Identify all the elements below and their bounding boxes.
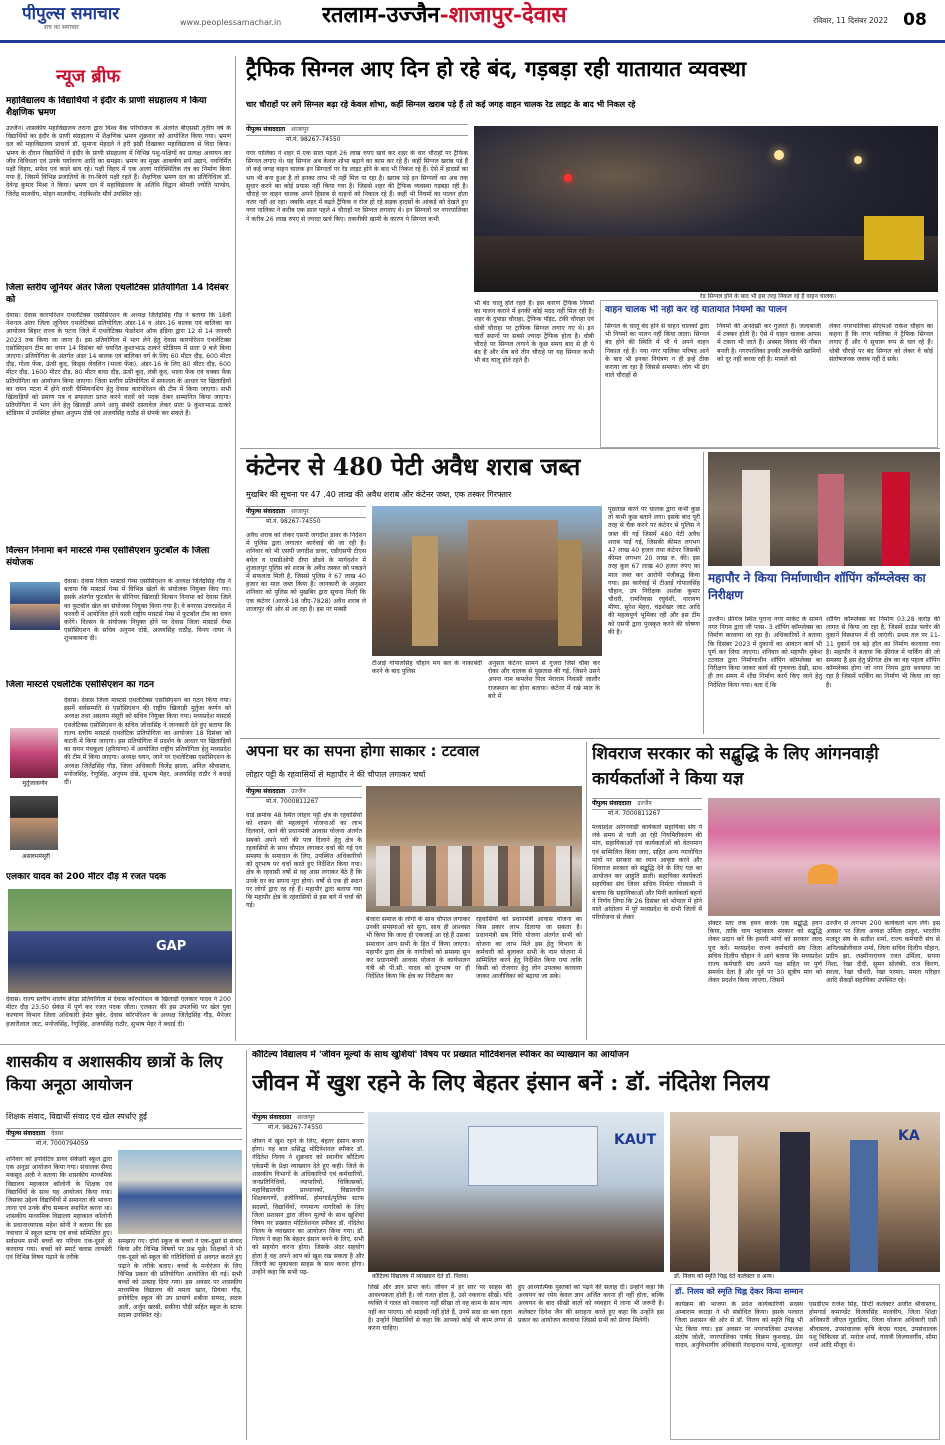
person-figure (742, 470, 770, 566)
school-body: शनिवार को इनोवेटिव डायर सेकेंडरी स्कूल द्वारा एक अनूठा आयोजन किया गया। संचालक सैयद मकसूद अली ने बताया कि शासकीय माध्यमिक विद्यालय महाकाल कॉलोनी के शिक्षक एवं विद्यार्थियों के साथ यह आयोजन किया गया। जिसका उद्देश्य विद्यार्थियों में समानता की भावना लाना एवं उनके बीच सम्बन्ध स्थापित करना था। शासकीय माध्यमिक विद्यालय महाकाल कॉलोनी के प्रधानाध्यापक महेश सोनी ने बताया कि इस नवाचार में स्कूल स्टाफ एवं बच्चे सम्मिलित हुए। सर्वप्रथम सभी बच्चों का परिचय एक-दूसरे से करवाया गया। बच्चों को स्मार्ट क्लास लायब्रेरी एवं विभिन्न विषय पढ़ाने के तरीके (6, 1156, 112, 1262)
brief-body: देवास। देवास जिला मास्टर्स एथलेटिक्स एसोसिएशन का गठन किया गया। इसमें सर्वसम्मति से एसोसिएशन की राष्ट्रीय खिलाड़ी मुर्तुजा कर्णन को अध्यक्ष तथा असलम मंसूरी को सचिव नियुक्त किया गया। मध्यप्रदेश मास्टर्स एथलेटिक्स एसोसिएशन के सचिव जोधासिंह ने जानकारी देते हुए बताया कि राज्य स्तरीय मास्टर्स एथलेटिक प्रतियोगिता का आयोजन 18 दिसंबर को कटनी में किया जाएगा। इस प्रतियोगिता में प्रदर्शन के आधार पर खिलाड़ियों का चयन पंचकूला (हरियाणा) में आयोजित राष्ट्रीय प्रतियोगिता हेतु मध्यप्रदेश की टीम में किया जाएगा। अध्यक्ष चयन, जाने पर एथलेटिक्स एसोसिएशन के अध्यक्ष जितेंद्रसिंह गौड़, जिला अधिकारी विजेंद्र झाला, अनिल श्रीवास्तव, मनोजसिंह, रेणुसिंह, अनुपम दोष्ठे, सुभाष मेहर, अजयसिंह राठौर ने बधाई दी। (64, 697, 231, 786)
elkar-yadav-photo (8, 889, 232, 993)
column-divider (246, 1050, 247, 1440)
housing-subheadline: लोहार पट्टी के रहवासियों से महापौर ने की चौपाल लगाकर चर्चा (246, 770, 426, 779)
housing-headline: अपना घर का सपना होगा साकार : टटवाल (246, 742, 480, 760)
traffic-headline: ट्रैफिक सिग्नल आए दिन हो रहे बंद, गड़बड़ा रही यातायात व्यवस्था (246, 56, 747, 81)
byline-source: पीपुल्स संवाददाता (246, 788, 286, 795)
byline-source: पीपुल्स संवाददाता (252, 1114, 292, 1121)
masthead (0, 0, 945, 46)
liquor-body-col3: पूछताछ करने पर चालक द्वारा कभी कुछ तो कभी कुछ बताने लगा। इसके बाद पूरी तरह से चैक करने पर कंटेनर से पुलिस ने जब्त की गई जिसमें 480 पेटी अवैध शराब पाई गई, जिसकी कीमत लगभग 47 लाख 40 हजार तथा कंटेनर जिसकी कीमत लगभग 20 लाख रु. की। इस तरह कुल 67 लाख 40 हजार रुपए का माल जब्त कर आरोपी पंजीबद्ध किया गया। इस कार्रवाई में टीआई गोपालसिंह चौहान, उप निरीक्षक अशोक कुमार चौधरी, रामनिवास रघुवंशी, नारायण मीणा, सुरेश मेहरा, चंद्रशेखर जाट आदि की महत्वपूर्ण भूमिका रही और इस टीम को एसपी द्वारा पुरस्कृत करने की घोषणा की है। (608, 506, 700, 636)
gap-shirt-text: GAP (156, 939, 187, 954)
traffic-subheadline: चार चौराहों पर लगे सिग्नल बढ़ा रहे केवल शोभा, कहीं सिग्नल खराब पड़े हैं तो कई जगह वाहन चालक रेड लाइट के बाद भी निकल रहे (246, 100, 636, 109)
mall-body-col2: शॉपिंग कॉम्प्लेक्स का निर्माण 03.28 करोड़ की लागत से किया जा रहा है, जिसमें ग्राउंड फ्लोर की दुकानें विस्थापन में दी जाएंगी। प्रथम तल पर 11-11 दुकानें एवं बड़े हॉल का निर्माण करवाया गया है। महापौर ने बताया कि फ्रीगंज में पार्किंग की जो समस्या है इस हेतु फ्रीगंज क्षेत्र का वह पहला शॉपिंग कॉम्प्लेक्स होगा जो नगर निगम द्वारा बनवाया जा रहा है जिसमें पार्किंग का निर्माण भी किया जा रहा है। (826, 616, 940, 689)
byline-city: शाजापुर (297, 1114, 315, 1121)
person-figure (710, 1136, 738, 1272)
brief-headline: महाविद्यालय के विद्यार्थियों ने इंदौर के प्राणी संग्रहालय में किया शैक्षणिक भ्रमण (6, 96, 207, 118)
traffic-byline (246, 124, 468, 148)
housing-byline (246, 786, 362, 810)
paper-logo[interactable]: पीपुल्स समाचार (22, 4, 120, 24)
section-divider (240, 738, 940, 739)
school-byline (6, 1128, 242, 1152)
lecture-speaker-photo (368, 1112, 664, 1272)
lecture-headline: जीवन में खुश रहने के लिए बेहतर इंसान बनें : डॉ. नंदितेश निलय (252, 1070, 770, 1096)
lecture-photo2-caption: डॉ. निलय को स्मृति चिह्न देते कलेक्टर व अन्य। (674, 1273, 774, 1280)
byline-city: उज्जैन (291, 788, 306, 795)
traffic-sub-col2: नियमों की अनदेखी कर गुजरते हैं। जल्दबाजी में टक्कर होती है। ऐसे में वाहन चालक आपस में टकरा भी जाते हैं। अक्सर विवाद की नौबत बनती है। नगरपालिका इनकी तकनीकी खामियों को दूर नहीं करवा रही है। मामले को (717, 323, 821, 363)
school-subheadline: शिक्षक संवाद, विद्यार्थी संवाद एवं खेल स्पर्धाएं हुईं (6, 1112, 147, 1121)
byline-city: शाजापुर (291, 508, 309, 515)
brief-headline: जिला मास्टर्स एथलेटिक एसोसिएशन का गठन (6, 680, 154, 690)
signal-light (564, 174, 572, 182)
person-figure (850, 1140, 878, 1272)
brief-headline: जिला स्तरीय जूनियर अंतर जिला एथलेटिक्स प्रतियोगिता 14 दिसंबर को (6, 283, 229, 305)
edition-title-red: -शाजापुर-देवास (439, 2, 567, 28)
aslam-photo (10, 796, 58, 850)
byline-city: शाजापुर (291, 126, 309, 133)
traffic-sub-headline: वाहन चालक भी नहीं कर रहे यातायात नियमों का पालन (605, 305, 787, 315)
school-body-col2: समझाए गए। दोनों स्कूल के बच्चों ने एक-दूसरे से संवाद किया और विभिन्न विषयों पर प्रश्न पूछे। शिक्षकों ने भी एक-दूसरे को स्कूल की गतिविधियों से अवगत कराते हुए पढ़ाने के तरीके बताए। बच्चों के मनोरंजन के लिए विभिन्न प्रकार की प्रतियोगिता आयोजित की गई। सभी बच्चों को उत्साह दिया गया। इस अवसर पर शासकीय माध्यमिक विद्यालय की ममता खान, प्रियंका गौड़, इनोवेटिव स्कूल की उप प्राचार्य शबीना सय्यद, सदफ अली, अर्जुन खरबी, सकीना पौड़ी सहित स्कूल के स्टाफ सदस्य उपस्थित रहे। (118, 1238, 242, 1319)
kautilya-banner-text: KA (898, 1128, 920, 1144)
liquor-photo-caption: टीआई गोपालसिंह चौहान मय बल के नाकाबंदी करने के बाद पुलिस (372, 660, 482, 676)
lecture-byline (252, 1112, 364, 1136)
police-officer (558, 540, 582, 646)
paper-tagline: सच का समाचार (44, 24, 79, 31)
mall-body-col1: उज्जैन। फ्रीगंज स्थित पुराना नगर मार्केट के सामने नगर निगम द्वारा जी प्लस- 3 शॉपिंग कॉम्प्लेक्स का निर्माण करवाया जा रहा है। अधिकारियों ने बताया कि दिसंबर 2023 में दुकानों का आवंटन कार्य भी पूर्ण कर लिया जाएगा। शनिवार को महापौर मुकेश टटवाल द्वारा निर्माणाधीन शॉपिंग कॉम्प्लेक्स का निरीक्षण किया जाकर कार्य की गुणवत्ता देखी, साथ ही तय समय में शीघ्र निर्माण कार्य किए जाने हेतु निर्देशित किया गया। बता दें कि (708, 616, 822, 689)
anganwadi-body-col3: उज्जैन से लगभग 200 कार्यकर्ता भाग लेंगे। इस अवसर पर जिला अध्यक्ष उर्मिला ठाकुर, भारतीय मजदूर संघ के सतीश शर्मा, राज्य कर्मचारी संघ से अनिलखोलीवाल शर्मा, जिला सचिव दिलीप चौहान, प्रदीप झा, लक्ष्मीनारायण रजत उर्मिला, सपना निशा, रेखा दीदी, सुमन सोलंकी, राज किरण, सरला, रेखा चौधरी, रेखा परमार, ममता परिहार आदि सैकड़ों सहायिका उपस्थित रहे। (826, 920, 940, 985)
street-light (854, 156, 862, 164)
byline-phone: मो.नं. 7000811267 (266, 797, 319, 805)
byline-phone: मो.नं. 7000811267 (608, 809, 661, 817)
anganwadi-byline (592, 798, 702, 822)
anganwadi-body-col2: सेक्टर स्तर तक हवन करके एक सद्बुद्धि हवन किया, ताकि चाय महाकाल सरकार को सद्बुद्धि लेकर प्रदान करें कि हमारी मांगों को सरकार जल्द पूरा करें। मध्यप्रदेश राज्य कर्मचारी संघ जिला सचिव दिलीप चौहान ने आगे बताया कि मध्यप्रदेश राज्य कर्मचारी संघ अपने पक्ष सहित पर पूर्ण समर्थन देता है और पूर्व पर 30 सूत्रीय मांग को लेकर प्रदर्शन किया जाएगा, जिसमें (708, 920, 822, 985)
byline-source: पीपुल्स संवाददाता (6, 1130, 46, 1137)
section-divider (0, 1044, 945, 1045)
website-link[interactable]: www.peoplessamachar.in (180, 18, 282, 27)
photo-caption: मुर्तुजाकर्णन (22, 780, 48, 787)
lecture-body-col2: लिखें और ज्ञान प्राप्त करें। जीवन में हर स्तर पर साहस की आवश्यकता होती है। जो गलत होता है, उसे नकारना सीखें। यदि व्यक्ति ने गलत को नकारना नहीं सीखा तो वह काम के साथ न्याय नहीं कर पाएगा। जो साहसी नहीं होते हैं, उनमें सदा डर बना रहता है। उन्होंने विद्यार्थियों से कहा कि आपको कोई भी काम लगन से करना चाहिए। (368, 1284, 512, 1332)
lecture-body-col3: हुए आध्यात्मिक पुस्तकों को पढ़ने की सलाह दी। उन्होंने कहा कि अध्ययन का ध्येय केवल ज्ञान अर्जित करना ही नहीं होता, बल्कि अध्ययन के बाद सीखी बातों को व्यवहार में लाना भी जरूरी है। कलेक्टर दिनेश जैन की सराहना करते हुए कहा कि उन्होंने इस प्रकार का आयोजन करवाया जिससे सभी को प्रेरणा मिलेगी। (518, 1284, 664, 1324)
housing-body-col2: बंजारा समाज के लोगों के साथ चौपाल लगाकर उनकी समस्याओं को सुना, साथ ही आश्वस्त भी किया कि जल्द ही एकजाई आ रहे हैं उसका समाधान आप सभी के हित में किया जाएगा। महापौर द्वारा क्षेत्र के नागरिकों को समस्या सुन कर प्रधानमंत्री आवास योजना के कार्यपालन यंत्री श्री पी.सी. यादव को दूरभाष पर ही निर्देशित किया कि क्षेत्र का निरीक्षण कर (366, 916, 470, 981)
person-figure (818, 474, 844, 566)
traffic-photo-caption: रेड सिग्नल होने के बाद भी इस तरह निकल रहे हैं वाहन चालक। (700, 293, 837, 300)
byline-source: पीपुल्स संवाददाता (246, 126, 286, 133)
issue-date: रविवार, 11 दिसंबर 2022 (813, 16, 888, 25)
mayor-inspection-photo (708, 452, 940, 566)
housing-chaupal-photo (366, 786, 582, 912)
lecture-body: जीवन में खुश रहने के लिए, बेहतर इंसान बनना होगा। यह बात प्रसिद्ध मोटिवेशनल स्पीकर डॉ. नंदितेश निलय ने शुक्रवार को स्थानीय कौटिल्य एकेडमी के प्रेक्षा व्याख्यान देते हुए कही। जिले के शासकीय विभागों के अधिकारियों एवं कर्मचारियों, जनप्रतिनिधियों, व्यापारियों, चिकित्सकों, महाविद्यालयीन प्राध्यापकों, विद्यालयीन शिक्षकगणों, इंजीनियर्स, होमगार्ड/पुलिस स्टाफ सदस्यों, विद्यार्थियों, गणमान्य नागरिकों के लिए जिला प्रशासन द्वारा जीवन मूल्यों के साथ खुशियां विषय पर प्रख्यात मोटिवेशनल स्पीकर डॉ. नंदितेश निलय के व्याख्यान का आयोजन किया गया। डॉ. निलय ने कहा कि बेहतर इंसान बनने के लिए, सभी को सहयोग करना होगा। जिसके अंदर सहयोग होता है वह अपने आप को खुश रख सकता है और जिंदगी का मुकाबला साहस के साथ करना होगा। उन्होंने कहा कि सभी पढ़- (252, 1138, 364, 1276)
masthead-rule (0, 40, 945, 43)
liquor-headline: कंटेनर से 480 पेटी अवैध शराब जब्त (246, 452, 581, 481)
byline-phone: मो.नं. 98267-74550 (286, 135, 341, 143)
traffic-sub-box (600, 300, 938, 448)
column-divider (703, 452, 704, 734)
byline-phone: मो.नं. 98267-74550 (268, 1123, 323, 1131)
brief-body: देवास। देवास कारपोरेशन एथलेटिक्स एसोसिएशन के अध्यक्ष जितेंद्रसिंह गौड़ ने बताया कि 18वीं नेशनल अंतर जिला जूनियर एथलेटिक्स प्रतियोगिता अंडर-14 व अंडर-16 बालक एवं बालिका का आयोजन बिहार राज्य के पटना जिले में एथलेटिक्स फेडरेशन ऑफ इंडिया द्वारा 12 से 14 जनवरी 2023 तक किया जा जाना है। इस प्रतियोगिता में भाग लेने हेतु देवास कारपोरेशन एथलेटिक्स एसोसिएशन टीम का चयन 14 दिसंबर को चयनित कुशाभाऊ ठाकरे स्टेडियम में प्रातः 9 बजे किया जाएगा। प्रतियोगिता के अंतर्गत अंडर 14 बालक एवं बालिका वर्ग के लिए 60 मीटर दौड़, 600 मीटर दौड़, गोला फेंक, ऊंची कूद, किड्स जेवलिन (भाला फेंक), अंडर-16 के लिए 80 मीटर दौड़, 600 मीटर दौड़, 1600 मीटर दौड़, 80 मीटर बाधा दौड़, ऊंची कूद, लंबी कूद, भाला फेंक एवं चक्का फेंक प्रतियोगिता का आयोजन किया जाएगा। जिला स्तरीय प्रतियोगिता में सफलता के आधार पर खिलाड़ियों का चयन पटना में होने वाली चैम्पियनशिप हेतु देवास कारपोरेशन की टीम में किया जाएगा। सभी खिलाड़ियों को प्रमाण पत्र व सफलता प्राप्त करने वालों को पदक देकर सम्मानित किया जाएगा। प्रतियोगिता में भाग लेने हेतु खिलाड़ी अपने आयु संबंधी दस्तावेज लेकर प्रातः 9 कुशाभाऊ ठाकरे स्टेडियम में उपस्थित होकर अनुपम दोष्ठे एवं अजयसिंह राठौड़ से संपर्क कर सकते हैं। (6, 312, 231, 418)
housing-body-col3: रहवासियों को प्रधानमंत्री आवास योजना का किस प्रकार लाभ दिलाया जा सकता है। प्रधानमंत्री सब निधि योजना अंतर्गत सभी को योजना का लाभ मिले इस हेतु विभाग के कर्मचारी को बुलाकर सभी के नाम योजना में सम्मिलित करने हेतु निर्देशित किया गया ताकि किसी को रोजगार हेतु लोन उपलब्ध करवाया जाकर आजीविका को बढ़ाया जा सके। (476, 916, 582, 981)
anganwadi-headline: शिवराज सरकार को सद्बुद्धि के लिए आंगनवाड़ी कार्यकर्ताओं ने किया यज्ञ (592, 744, 879, 789)
traffic-body-col2: भी बंद चालू होते रहते हैं। इस कारण ट्रैफिक नियमों का पालन कराने में इनकी कोई मदद नहीं मिल रही है। शहर के दुपाड़ा चौराहा, ट्रैफिक पॉइंट, टंकी चौराहा एवं धोबी चौराहा पर ट्राफिक सिग्नल लगाए गए थे। इन चारों स्थानों पर सबसे ज्यादा ट्रैफिक होता है। धोबी चौराहे पर सिग्नल लगाने के कुछ समय बाद से ही ये बंद हैं और शेष बचे तीन चौराहे पर यह सिग्नल कभी भी बंद चालू होते रहते हैं। (474, 300, 594, 365)
brief-body: उज्जैन। शासकीय महाविद्यालय तराना द्वारा विश्व बैंक परियोजना के अंतर्गत बीएससी तृतीय वर्ष के विद्यार्थियों का इंदौर के प्राणी संग्रहालय में शैक्षणिक भ्रमण शुक्रवार को आयोजित किया गया। भ्रमण दल को महाविद्यालय प्राचार्य डॉ. सुमाना मेहदले ने हरी झंडी दिखाकर महाविद्यालय से विदा किया। भ्रमण के दौरान विद्यार्थियों ने इंदौर के प्राणी संग्रहालय में विभिन्न पशु-पक्षियों का प्रत्यक्ष अध्ययन कर जीव विविधता एवं उनके पर्यावरण आदि का समझा। भ्रमण का मुख्य आकर्षण सर्प उद्यान, नवनिर्मित पक्षी विहार, सफेद एवं काले बाघ रहे। पक्षी विहार में एक अलग पारिस्थितिक तंत्र का निर्माण किया गया है, जिसमें विभिन्न प्रजातियों के रंग-बिरंगे पक्षी रहते हैं। शैक्षणिक भ्रमण दल का प्रतिनिधित्व डॉ. देवेन्द्र कुमार मिश्रा ने किया। भ्रमण दल में महाविद्यालय के अतिथि विद्वान श्रीमती ज्योति पाण्डेय, जितेंद्र मालवीय, मोहन मालवीय, नंदकिशोर मौर्य उपस्थित रहे। (6, 125, 231, 198)
lecture-sub-col2: एसडीएम राजेश सिंह, डिप्टी कलेक्टर अजीत श्रीवास्तव, होमगार्ड कमाण्डेंट विजयसिंह मालवीय, जिला शिक्षा अधिकारी जीएल गुड़ाडिया, जिला योजना अधिकारी एसी श्रीवास्तव, उपसंचालक कृषि केएस यादव, उपसंचालक पशु चिकित्सा डॉ. मनोज शर्मा, गायत्री विजयवर्गीय, सीमा शर्मा आदि मौजूद थे। (809, 1301, 937, 1349)
traffic-sub-col1: सिग्नल के चालू बंद होने से वाहन चालकों द्वारा भी नियमों का पालन नहीं किया जाता। सिग्नल बंद होने की स्थिति में भी ये अपने वाहन निकाल रहे हैं। नया नगर पालिका परिषद आने के बाद भी इनका नियंत्रण न ही इन्हें ठीक कराया जा रहा है जिससे समस्या। लोग भी ढंग वाले चौराहों से (605, 323, 709, 380)
bus (864, 216, 924, 260)
left-column-divider (235, 56, 236, 1041)
police-officer (412, 536, 438, 646)
liquor-seizure-photo (372, 506, 602, 656)
traffic-sub-col3: लेकर नगरपालिका सीएमओ राकेश चौहान का कहना है कि नगर पालिका ने ट्रैफिक सिग्नल लगाए हैं और ये सुचारू रूप से चल रहे हैं। धोबी चौराहे पर बंद सिग्नल को लेकर वे कोई संतोषजनक जवाब नहीं दे सके। (829, 323, 933, 363)
byline-city: देवास (51, 1130, 64, 1137)
liquor-subheadline: मुखबिर की सूचना पर 47 .40 लाख की अवैध शराब और कंटेनर जब्त, एक तस्कर गिरफ्तार (246, 490, 512, 499)
street-light (774, 150, 784, 160)
person-figure (780, 1132, 810, 1272)
section-divider (240, 448, 940, 449)
truck (468, 520, 558, 620)
column-divider (586, 742, 587, 1040)
school-headline: शासकीय व अशासकीय छात्रों के लिए किया अनूठा आयोजन (6, 1052, 223, 1095)
kautilya-banner-text: KAUT (614, 1132, 657, 1148)
lecture-felicitation-photo (670, 1112, 940, 1272)
lecture-photo-caption: कौटिल्य विद्यालय में व्याख्यान देते डॉ. निलय। (372, 1273, 469, 1280)
news-brief-header: न्यूज ब्रीफ (56, 66, 121, 87)
liquor-body: अवैध शराब को लेकर एसपी जगदीश डावर के निर्देशन में पुलिस द्वारा लगातार कार्रवाई की जा रही है। शनिवार को भी एसपी जगदीश डावर, एडीएसपी टीएस बघेल व एसडीओपी दीपा डोडवे के मार्गदर्शन में शुजालपुर पुलिस को शराब के अवैध तस्कर को पकड़ने में सफलता मिली है, जिससे पुलिस ने 67 लाख 40 हजार का माल जब्त किया है। जानकारी के अनुसार शनिवार को पुलिस को मुखबिर द्वारा सूचना मिली कि एक कंटेनर (आरजे-18 जीए-7828) अवैध शराब ले शाजापुर की ओर से आ रहा है। इस पर मक्सी (246, 532, 366, 613)
mall-headline: महापौर ने किया निर्माणाधीन शॉपिंग कॉम्प्लेक्स का निरीक्षण (708, 571, 926, 602)
lecture-sub-headline: डॉ. निलय को स्मृति चिह्न देकर किया सम्मान (675, 1287, 804, 1296)
lecture-kicker: कौटिल्य विद्यालय में 'जीवन मूल्यों के साथ खुशियां' विषय पर प्रख्यात मोटिवेशनल स्पीकर का व्याख्यान का आयोजन (252, 1050, 629, 1060)
anganwadi-body: मध्यप्रदेश आंगनवाड़ी कार्यकर्ता सहायिका संघ ने लंबे समय से चली आ रही नियमितीकरण की मांग, सहायिकाओं एवं कार्यकर्ताओं को वेतनमान एवं सम्मिलित किया जाए, सहित अन्य न्यायोचित मांगों पर सरकार का ध्यान आकृष्ट करने और शिवराज सरकार को सद्बुद्धि देने के लिए यज्ञ का आयोजन कर आहुति डाली। सहायिका कार्यकर्ता सहायिका संघ जिला सचिव निर्मला गोस्वामी ने बताया कि सहायिकाओं और मिनी कार्यकर्ता बहनों ने निर्णय लिया कि 26 दिसंबर को भोपाल में होने वाले आंदोलन में पूरे मध्यप्रदेश के सभी जिलों में परियोजना से लेकर (592, 824, 702, 922)
byline-source: पीपुल्स संवाददाता (592, 800, 632, 807)
brief-headline: एलकार यादव को 200 मीटर दौड़ में रजत पदक (6, 872, 166, 882)
byline-source: पीपुल्स संवाददाता (246, 508, 286, 515)
edition-title-main: रतलाम-उज्जैन (322, 2, 440, 28)
lecture-sub-col1: कार्यक्रम की भाजपा के प्रदेश कार्यकारिणी सदस्य अम्बाराम कराड़ा ने भी संबोधित किया। इसके पश्चात जिला प्रशासन की ओर से डॉ. निलय को स्मृति चिह्न भी भेंट किया गया। इस अवसर पर नगरपालिका उपाध्यक्ष संतोष जोशी, नगरपालिका पार्षद विक्रम कुशवाह, प्रेम यादव, अनुविभागीय अधिकारी नंदन्द्रनाथ पाण्डे, शुजालपुर (675, 1301, 803, 1349)
murtuja-photo (10, 728, 58, 778)
person-figure (882, 472, 910, 566)
liquor-body-col2: अनुसार कंटेनर सामने से गुजरा जिसे चौबा कर रोका और चालक से पूछताछ की गई, जिसने उसने अपना नाम कमलेश पिता मेराराम निवासी जालौर राजस्थान का होना बताया। कंटेनर में रखे माल के बारे में (488, 660, 600, 700)
byline-phone: मो.नं. 7000794059 (36, 1139, 89, 1147)
byline-city: उज्जैन (637, 800, 652, 807)
stage-banner (468, 1126, 598, 1186)
crowd (376, 846, 572, 906)
lecture-sub-box (670, 1284, 940, 1440)
yagya-photo (708, 798, 940, 916)
traffic-body: नगर पालिका ने शहर में एक साल पहले 26 लाख रुपए खर्च कर शहर के चार चौराहों पर ट्रैफिक सिग्नल लगाए थे। यह सिग्नल अब केवल शोभा बढ़ाने का काम कर रहे हैं। कहीं सिग्नल खराब पड़े हैं तो कई जगह वाहन चालक इन सिग्नलों पर रेड लाइट होने के बाद भी निकल रहे हैं। ऐसे में हादसों का भय भी बना हुआ है तो इनका लाभ भी नहीं मिल पा रहा है। खराब पड़े इन सिग्नलों का अब तक सुधार करने का कोई प्रयास नहीं किया गया है। जिससे शहर की ट्रैफिक व्यवस्था गड़बड़ा रही है। चौराहे पर वाहन चालक अपने हिसाब से वाहनों को निकाल रहे हैं। कहीं भी नियमों का पालन होता नजर नहीं आ रहा। जबकि शहर में बढ़ते ट्रैफिक व रोज हो रहे सड़क हादसों के आंकड़े को देखते हुए नगर पालिका ने करीब एक साल पहले 4 चौराहों पर सिग्नल लगवाए थे। इन सिग्नलों पर नगरपालिका ने करीब 26 लाख रुपए से ज्यादा खर्च किए। तकनीकी खामी के कारण ये सिग्नल कभी (246, 150, 468, 223)
page-number: 08 (903, 10, 927, 30)
brief-headline: विल्सन निनामा बने मास्टर्स गेम्स एसोसिएशन फुटबॉल के जिला संयोजक (6, 546, 210, 568)
brief-body: देवास। देवास जिला मास्टर्स गेम्स एसोसिएशन के अध्यक्ष जितेंद्रसिंह गौड़ ने बताया कि मास्टर्स गेम्स में विभिन्न खेलों के संयोजक नियुक्त किए गए। इसके अंतर्गत फुटबॉल के सीनियर खिलाड़ी विल्सन निनामा को देवास जिले का फुटबॉल खेल का संयोजक नियुक्त किया गया है। वे बनारस उत्तरप्रदेश में फरवरी में आयोजित होने वाली राष्ट्रीय मास्टर्स गेम्स में फुटबॉल टीम का चयन करेंगे। विल्सन के संयोजक नियुक्त होने पर देवास जिला मास्टर्स गेम्स एसोसिएशन के सचिव अनुपम दोष्ठे, अजयसिंह राठौड़, विनय नायर ने शुभकामना दी। (64, 578, 231, 643)
photo-caption: असलममंसूरी (22, 853, 50, 860)
housing-body: वार्ड क्रमांक 48 स्थित लोहार पट्टी क्षेत्र के रहवासियों को शासन की महत्वपूर्ण योजनाओं का लाभ दिलवाने, जाने की प्रधानमंत्री आवास योजना अंतर्गत सबको अपने घरों की पात्र दिलाने हेतु क्षेत्र के रहवासियों के साथ चौपाल लगाकर चर्चा की गई एवं समस्या के समाधान के लिए, उपस्थित अधिकारियों को दूरभाष पर चर्चा करते हुए निर्देशित किया गया। क्षेत्र के रहवासी वर्षों से वह आस लगाकर बैठे हैं कि उनके घर का सपना पूरा होगा। वर्षों से एक ही स्थान पर लोगों द्वारा रह रहे हैं। महापौर द्वारा बताया गया कि महापौर क्षेत्र के रहवासियों से इस बारे में चर्चा की गई। (246, 812, 362, 910)
havan-fire (808, 864, 838, 884)
wilson-photo (10, 582, 60, 630)
liquor-byline (246, 506, 366, 530)
traffic-night-photo (474, 126, 938, 292)
school-group-photo (118, 1150, 242, 1234)
byline-phone: मो.नं. 98267-74550 (266, 517, 321, 525)
brief-body: देवास। राज्य स्तरीय शालेय क्रीड़ा प्रतियोगिता में देवास कॉरपोरेशन के खिलाड़ी एलकार यादव ने 200 मीटर दौड़ 23.50 सेकंड में पूर्ण कर रजत पदक जीता। एलकार की इस उपलब्धि पर खेल युवा कल्याण विभाग जिला अधिकारी हेमंत बुबेर, देवास कॉरपोरेशन के अध्यक्ष जितेंद्रसिंह गौड़, मैनेजर हजारीलाल जाट, मनोजसिंह, रेणुसिंह, अजयसिंह राठौर, सुभाष मेहर ने बधाई दी। (6, 996, 231, 1028)
edition-title (322, 2, 722, 34)
